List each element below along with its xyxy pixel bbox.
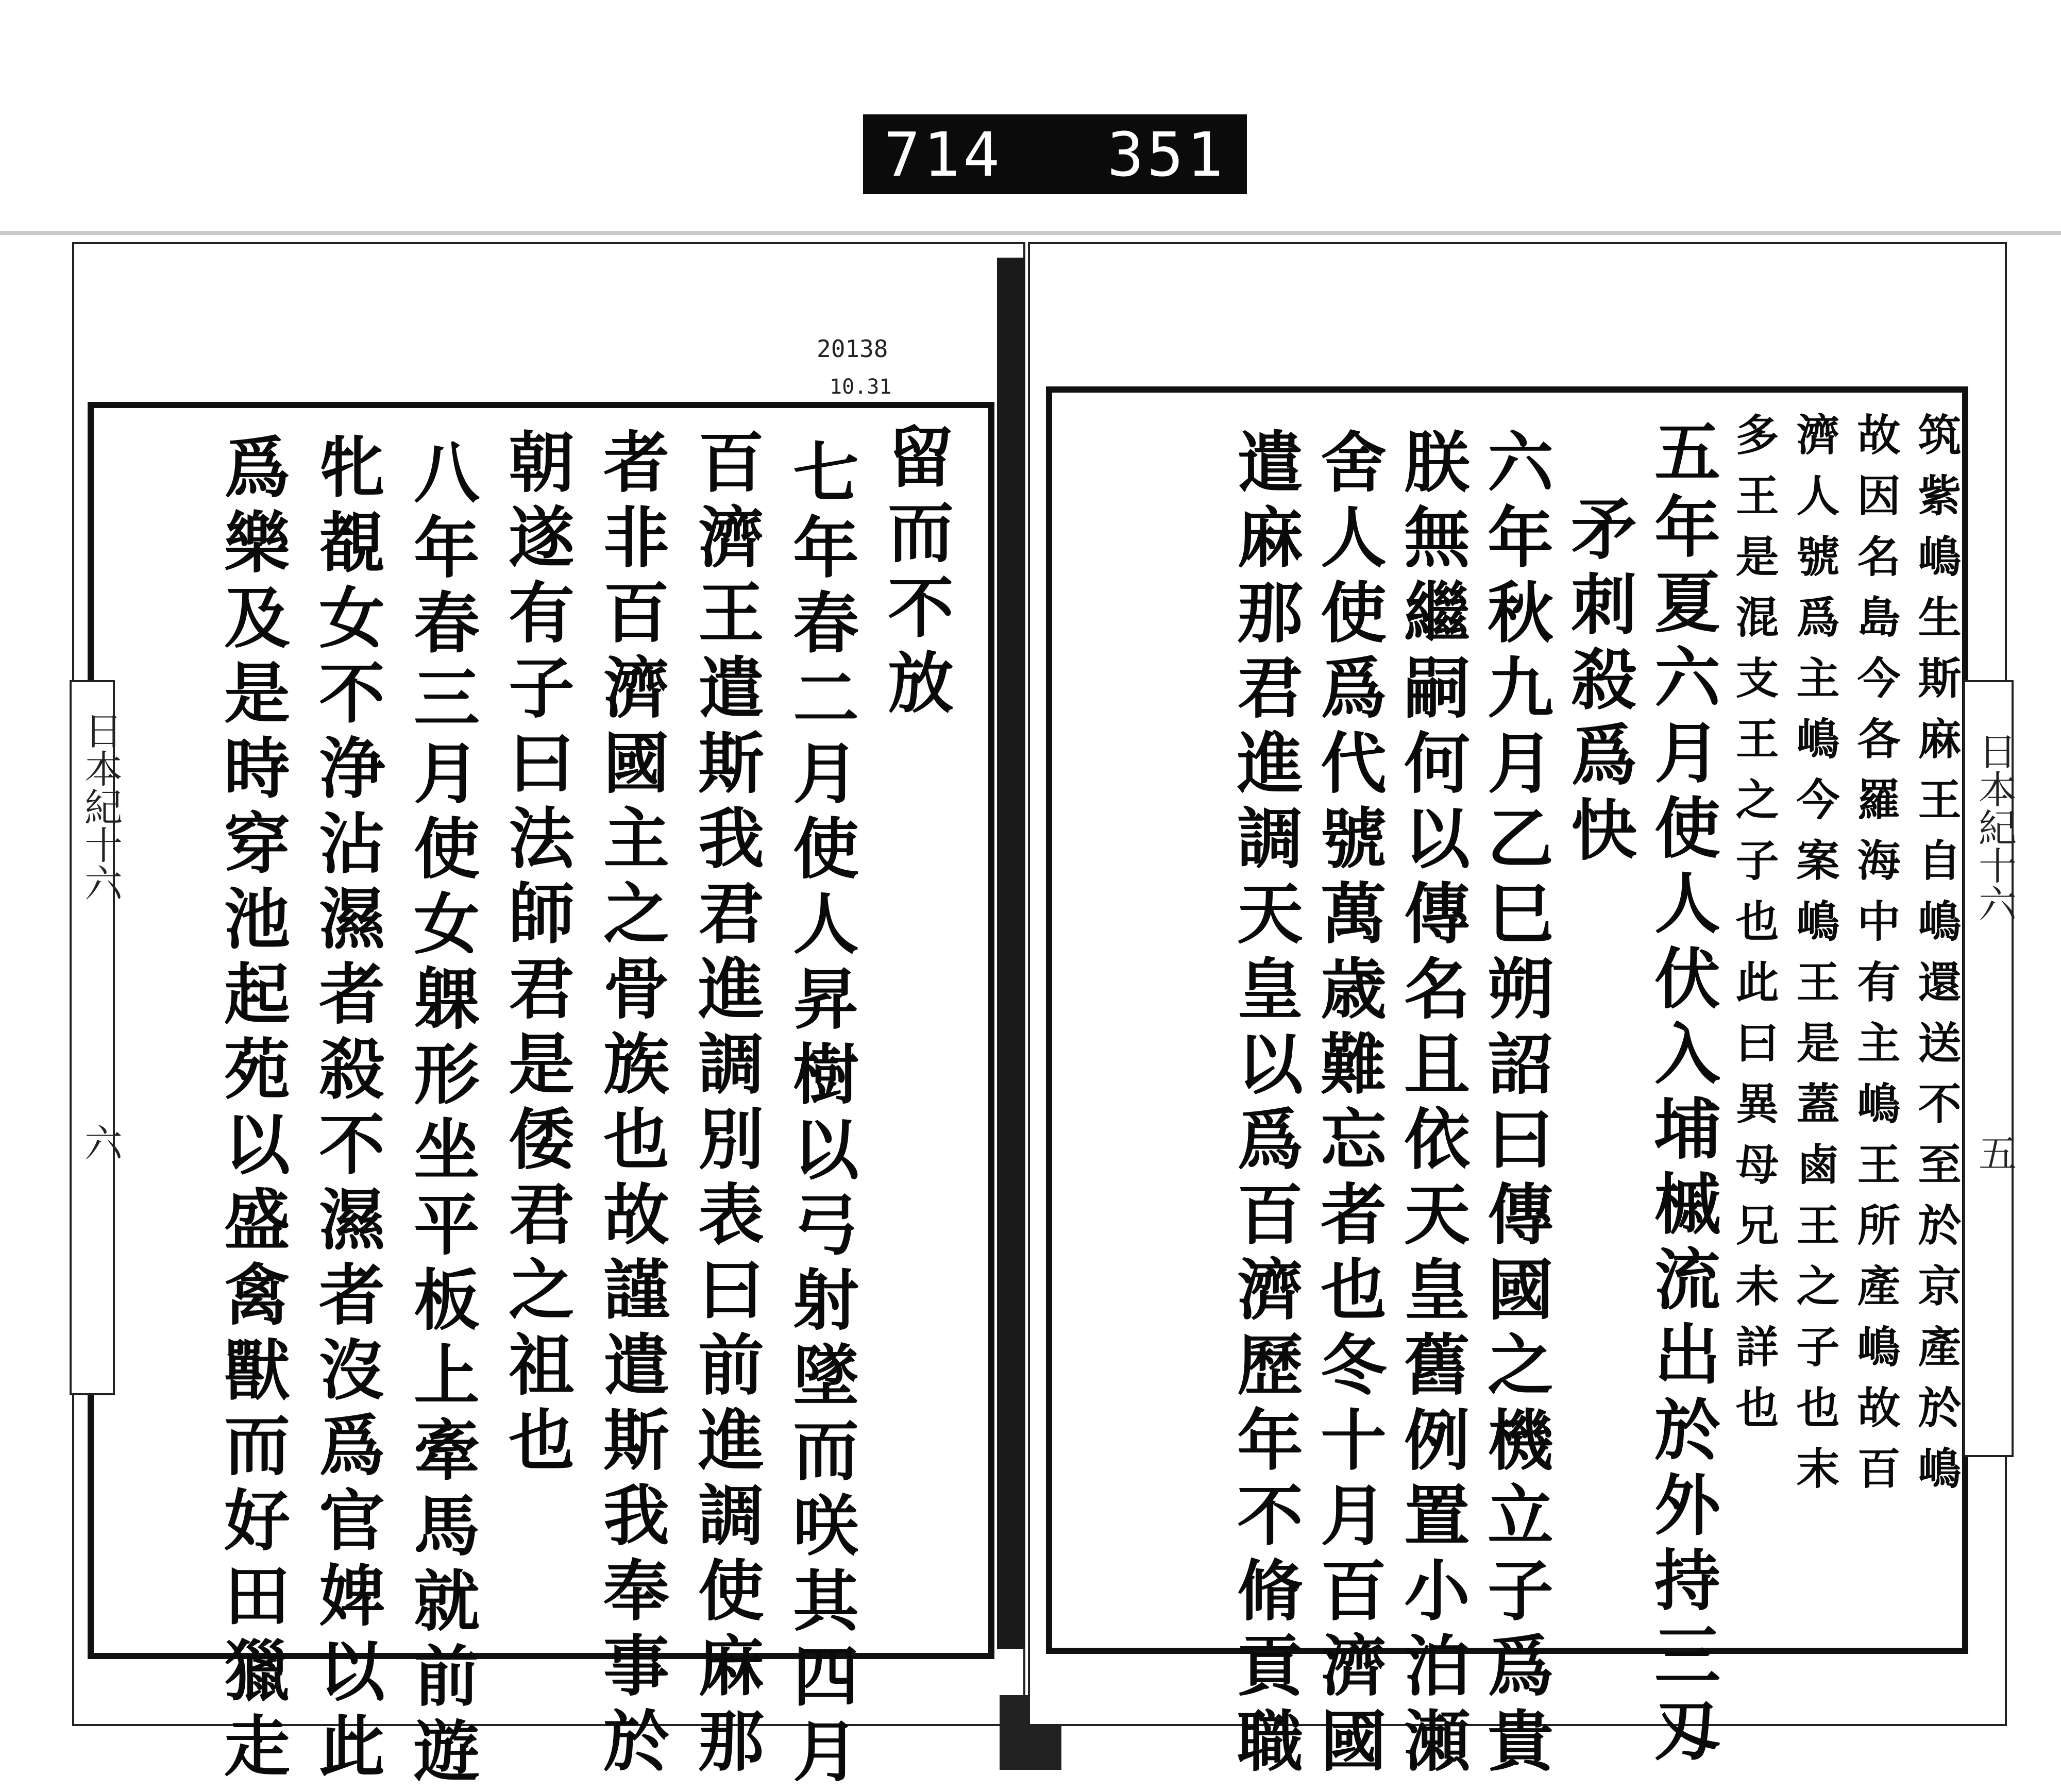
right-page-marker: 五 <box>1972 1134 2017 1172</box>
accession-date: 10.31 <box>830 375 892 399</box>
text-column: 故因名島今各羅海中有主嶋王所產嶋故百 <box>1850 412 1901 1507</box>
text-column: 舍人使爲代號萬歳難忘者也冬十月百濟國 <box>1309 428 1387 1782</box>
scan-edge-line <box>0 231 2061 235</box>
book-gutter <box>997 258 1025 1649</box>
text-column: 五年夏六月使人伏入埔槭流出於外持三刄 <box>1643 417 1720 1771</box>
left-side-title: 日本紀十六 <box>78 711 123 902</box>
text-column: 六年秋九月乙巳朔詔曰傳國之機立子爲貴 <box>1476 428 1553 1782</box>
left-text-block <box>144 412 954 1792</box>
text-column: 留而不放 <box>876 422 954 723</box>
text-column: 者非百濟國主之骨族也故謹遣斯我奉事於 <box>592 428 669 1782</box>
text-column: 七年春二月使人昇樹以弓射墜而咲其四月 <box>782 438 859 1792</box>
text-column: 筑紫嶋生斯麻王自嶋還送不至於京產於嶋 <box>1911 412 1962 1507</box>
text-column: 百濟王遣斯我君進調別表曰前進調使麻那 <box>687 428 764 1782</box>
text-column: 矛刺殺爲快 <box>1560 495 1637 871</box>
text-column: 八年春三月使女躶形坐平板上牽馬就前遊 <box>402 438 480 1792</box>
accession-number: 20138 <box>817 335 888 363</box>
right-text-block <box>1072 397 1962 1782</box>
text-column: 多王是混支王之子也此曰異母兄未詳也 <box>1729 412 1780 1446</box>
left-page-marker: 六 <box>78 1123 123 1161</box>
text-column: 爲樂及是時穿池起苑以盛禽獸而好田獵走 <box>213 433 290 1787</box>
catalog-number-right: 351 <box>1107 119 1226 190</box>
text-column: 濟人號爲主嶋今案嶋王是蓋鹵王之子也末 <box>1789 412 1840 1507</box>
text-column: 遣麻那君進調天皇以爲百濟歷年不脩貢職 <box>1226 428 1303 1782</box>
catalog-number-label <box>863 114 1247 194</box>
catalog-number-left: 714 <box>884 119 1003 190</box>
text-column: 牝覩女不浄沾濕者殺不濕者沒爲官婢以此 <box>308 433 385 1787</box>
text-column: 朝遂有子曰法師君是倭君之祖也 <box>497 428 575 1481</box>
right-side-title: 日本紀十六 <box>1972 732 2017 922</box>
text-column: 朕無繼嗣何以傳名且依天皇舊例置小泊瀬 <box>1393 428 1470 1782</box>
